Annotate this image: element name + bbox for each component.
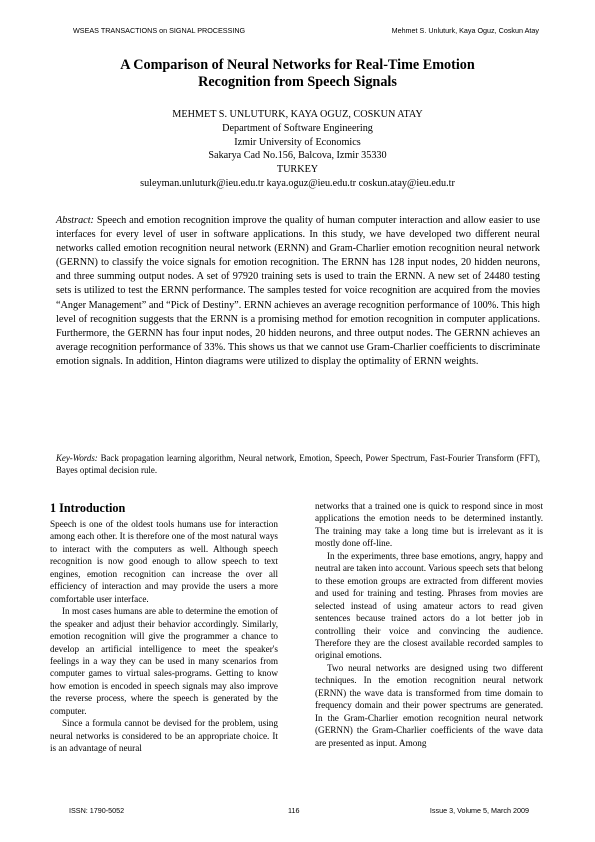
abstract-label: Abstract:: [56, 215, 94, 226]
author-department: Department of Software Engineering: [222, 122, 373, 134]
author-names: MEHMET S. UNLUTURK, KAYA OGUZ, COSKUN ATAY: [172, 109, 423, 120]
journal-name: WSEAS TRANSACTIONS on SIGNAL PROCESSING: [73, 26, 246, 35]
paragraph: Speech is one of the oldest tools humans use for interaction among each other. It is therefore one of the most natural ways to interact with the computers as well. Although speech recognition is now good enough to allow speech to text engines, emotion recognition can increase the over all efficiency of interaction and may provide the users a more comfortable user interface.: [50, 519, 278, 604]
left-column: [50, 500, 278, 755]
paragraph: In most cases humans are able to determine the emotion of the speaker and adjust their behavior accordingly. Similarly, emotion recognition will give the programmer a chance to develop an artificial intelligence to meet the speaker's feelings in a way they can be used in many scenarios from computer games to virtual sales-programs. Getting to know how emotion is encoded in speech signals may also improve the reverse process, where the speech is generated by the computer.: [50, 606, 278, 716]
title-line-2: Recognition from Speech Signals: [198, 74, 397, 90]
abstract-text: Speech and emotion recognition improve the quality of human computer interaction and allow easier to use interfaces for every level of user in software applications. In this study, we have developed two different neural networks called emotion recognition neural network (ERNN) and Gram-Charlier emotion recognition neural network (GERNN) to classify the voice signals for emotion recognition. The ERNN has 128 input nodes, 20 hidden neurons, and three summing output nodes. A set of 97920 training sets is used to train the ERNN. A new set of 24480 testing sets is utilized to test the ERNN performance. The samples tested for voice recognition are acquired from the movies “Anger Management” and “Pick of Destiny”. ERNN achieves an average recognition performance of 100%. This high level of recognition suggests that the ERNN is a promising method for emotion recognition in computer applications. Furthermore, the GERNN has four input nodes, 20 hidden neurons, and three output nodes. The GERNN achieves an average recognition performance of 33%. This shows us that we cannot use Gram-Charlier coefficients to discriminate emotion signals. In addition, Hinton diagrams were utilized to display the optimality of ERNN weights.: [56, 215, 541, 367]
paper-title: [60, 57, 535, 91]
section-heading: 1 Introduction: [50, 501, 126, 515]
page-number: 116: [288, 806, 300, 815]
paragraph: Two neural networks are designed using two different techniques. In the emotion recognition neural network (ERNN) the wave data is transformed from time domain to frequency domain and their power spectrums are generated. In the Gram-Charlier emotion recognition neural network (GERNN) the Gram-Charlier coefficients of the wave data are presented as input. Among: [315, 662, 543, 748]
title-line-1: A Comparison of Neural Networks for Real-Time Emotion: [120, 57, 475, 73]
abstract: [56, 214, 540, 369]
paragraph: networks that a trained one is quick to respond since in most applications the emotion needs to be determined instantly. The training may take a long time but is irrelevant as it is mostly done off-line.: [315, 501, 543, 549]
paragraph: Since a formula cannot be devised for the problem, using neural networks is considered to be an appropriate choice. It is an advantage of neural: [50, 718, 278, 754]
author-block: [60, 108, 535, 191]
right-column: [315, 500, 543, 749]
author-emails: suleyman.unluturk@ieu.edu.tr kaya.oguz@ieu.edu.tr coskun.atay@ieu.edu.tr: [140, 177, 455, 189]
paragraph: In the experiments, three base emotions, angry, happy and neutral are taken into account. Various speech sets that belong to these emotion groups are extracted from different movies and used for training and testing. Phrases from movies are selected instead of using amateur actors to read given sentences because trained actors do a lot better job in controlling their voice and convincing the audience. Therefore they are the closest available recorded samples to original emotions.: [315, 550, 543, 661]
keywords: [56, 452, 540, 476]
footer-issue: Issue 3, Volume 5, March 2009: [429, 806, 529, 815]
footer-issn: ISSN: 1790-5052: [69, 806, 125, 815]
keywords-text: Back propagation learning algorithm, Neural network, Emotion, Speech, Power Spectrum, Fast-Fourier Transform (FFT), Bayes optimal decision rule.: [56, 453, 540, 476]
author-country: TURKEY: [276, 164, 319, 176]
running-header-authors: Mehmet S. Unluturk, Kaya Oguz, Coskun Atay: [391, 26, 539, 35]
keywords-label: Key-Words:: [56, 453, 98, 463]
author-university: Izmir University of Economics: [234, 136, 361, 148]
author-address: Sakarya Cad No.156, Balcova, Izmir 35330: [208, 150, 387, 162]
